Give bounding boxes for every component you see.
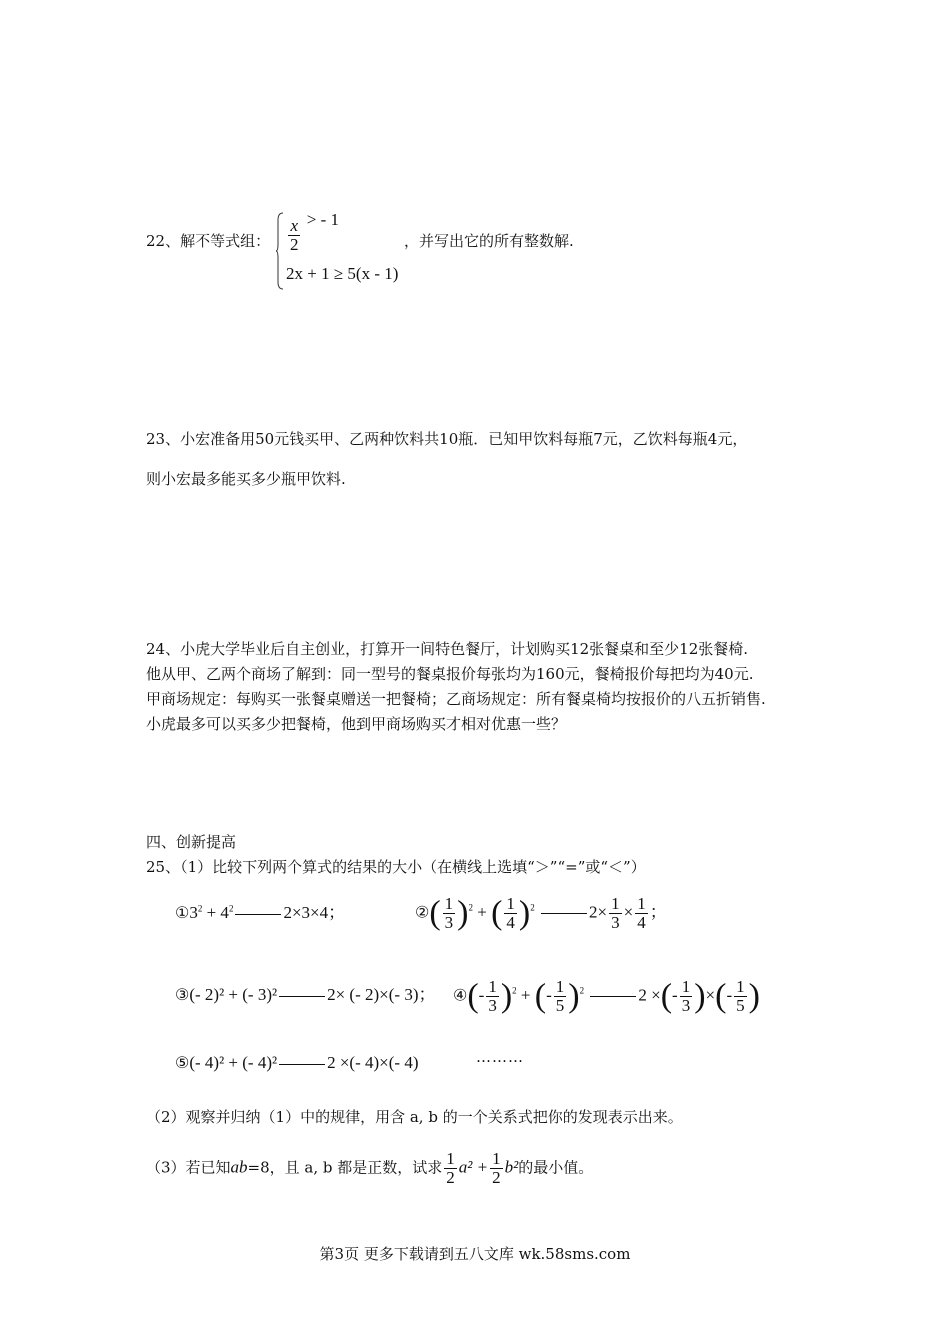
- expr1-exp1: 2: [197, 903, 203, 914]
- q23-line2: 则小宏最多能买多少瓶甲饮料.: [146, 470, 346, 488]
- system-brace: [276, 212, 284, 290]
- section-title: 四、创新提高: [146, 833, 237, 851]
- expr3-blank[interactable]: [279, 996, 325, 997]
- expr2-mark: ②: [415, 904, 430, 922]
- q22-inequality-2: 2x + 1 ≥ 5(x - 1): [286, 264, 399, 283]
- q22-label: 22、解不等式组：: [146, 232, 271, 250]
- p3-ab: ab: [230, 1157, 248, 1177]
- expr5-blank[interactable]: [279, 1064, 325, 1065]
- q24-line4: 小虎最多可以买多少把餐椅，他到甲商场购买才相对优惠一些？: [146, 715, 567, 733]
- expr4-a-den: 3: [488, 995, 497, 1015]
- expr3-mark: ③: [175, 987, 190, 1004]
- q22-ineq1-rest: > - 1: [306, 210, 339, 229]
- expr4-b-den: 5: [555, 995, 565, 1015]
- expr2-b-num: 1: [506, 894, 515, 913]
- expr2-r-num1: 1: [611, 894, 620, 913]
- expr4-neg2: -: [546, 985, 552, 1005]
- expr5-mark: ⑤: [175, 1055, 190, 1072]
- q25-part3: [146, 1150, 593, 1187]
- expr5-left: (- 4)² + (- 4)²: [189, 1053, 278, 1072]
- p3-mid: =8，且 a, b 都是正数，试求: [247, 1158, 443, 1177]
- q25-part2: （2）观察并归纳（1）中的规律，用含 a, b 的一个关系式把你的发现表示出来。: [146, 1108, 683, 1126]
- expr4-mark: ④: [453, 987, 468, 1005]
- expr4-neg1: -: [478, 985, 485, 1005]
- expr1-exp2: 2: [228, 903, 234, 914]
- q22-tail: ，并写出它的所有整数解.: [404, 232, 574, 250]
- expr1-plus: + 4: [202, 903, 229, 922]
- q22-frac-num: x: [290, 215, 299, 235]
- q24-line3: 甲商场规定：每购买一张餐桌赠送一把餐椅；乙商场规定：所有餐桌椅均按报价的八五折销售.: [146, 690, 766, 708]
- expr4-blank[interactable]: [590, 996, 636, 997]
- expr5-right: 2 ×(- 4)×(- 4): [327, 1053, 419, 1072]
- expr1-right: 2×3×4；: [283, 903, 346, 922]
- expr4-r-num1: 1: [681, 977, 691, 996]
- q22-inequality-1: [286, 210, 339, 253]
- q25-expr-4: ④(- $\frac{1}{3}$ )$^2$ + (- $\frac{1}{5}$ )$^2$ 2 ×(- $\frac{1}{3}$ )×(- $\frac{1}{5}$ ): [453, 977, 760, 1015]
- q25-expr-5: [175, 1053, 419, 1073]
- expr2-times: ×: [623, 902, 634, 922]
- expr2-r-num2: 1: [637, 894, 646, 913]
- expr4-sq1: 2: [512, 985, 517, 996]
- expr4-r-num2: 1: [736, 977, 745, 996]
- q24-line1: 24、小虎大学毕业后自主创业，打算开一间特色餐厅，计划购买12张餐桌和至少12张餐椅.: [146, 640, 749, 658]
- expr2-sq1: 2: [468, 902, 473, 913]
- expr3-left: (- 2)² + (- 3)²: [189, 985, 278, 1004]
- p3-tail: 的最小值。: [518, 1158, 594, 1177]
- p3-num2: 1: [492, 1149, 501, 1168]
- expr5-dots: ………: [476, 1048, 524, 1066]
- expr2-a-num: 1: [444, 894, 454, 913]
- p3-num1: 1: [446, 1149, 455, 1168]
- q23-line1: 23、小宏准备用50元钱买甲、乙两种饮料共10瓶．已知甲饮料每瓶7元，乙饮料每瓶4元，: [146, 430, 748, 448]
- q22-frac-den: 2: [290, 234, 299, 254]
- expr2-right-pre: 2×: [589, 902, 608, 922]
- expr2-a-den: 3: [444, 912, 454, 932]
- p3-den2: 2: [492, 1167, 501, 1187]
- expr1-mark: ①: [175, 905, 190, 922]
- expr2-r-den1: 3: [611, 912, 620, 932]
- expr4-times: ×: [705, 985, 716, 1005]
- expr2-blank[interactable]: [541, 913, 587, 914]
- expr4-a-num: 1: [488, 977, 497, 996]
- expr2-sq2: 2: [530, 902, 535, 913]
- expr4-neg4: -: [726, 985, 733, 1005]
- expr2-semi: ；: [649, 902, 667, 922]
- p3-den1: 2: [446, 1167, 455, 1187]
- page-footer: 第3页 更多下载请到五八文库 wk.58sms.com: [319, 1245, 631, 1263]
- p3-a2: a² +: [458, 1157, 489, 1177]
- p3-b2: b²: [504, 1157, 519, 1177]
- expr4-right-pre: 2 ×: [638, 985, 661, 1005]
- q25-expr-3: [175, 985, 436, 1005]
- expr2-r-den2: 4: [637, 912, 646, 932]
- expr4-r-den1: 3: [681, 995, 691, 1015]
- q25-expr-2: ②( $\frac{1}{3}$ )$^2$ + ( $\frac{1}{4}$ )$^2$ 2× $\frac{1}{3}$ × $\frac{1}{4}$ ；: [415, 894, 667, 932]
- expr4-sq2: 2: [579, 985, 585, 996]
- expr3-right: 2× (- 2)×(- 3)；: [327, 985, 436, 1004]
- p3-pre: （3）若已知: [146, 1158, 231, 1177]
- q25-expr-1: [175, 903, 345, 923]
- q25-intro: 25、（1）比较下列两个算式的结果的大小（在横线上选填“＞”“=”或“＜”）: [146, 858, 646, 876]
- expr4-neg3: -: [672, 985, 678, 1005]
- expr4-r-den2: 5: [736, 995, 745, 1015]
- expr1-base1: 3: [189, 903, 198, 922]
- q24-line2: 他从甲、乙两个商场了解到：同一型号的餐桌报价每张均为160元，餐椅报价每把均为40元.: [146, 665, 754, 683]
- expr4-b-num: 1: [555, 977, 565, 996]
- expr1-blank[interactable]: [235, 914, 281, 915]
- expr2-b-den: 4: [506, 912, 515, 932]
